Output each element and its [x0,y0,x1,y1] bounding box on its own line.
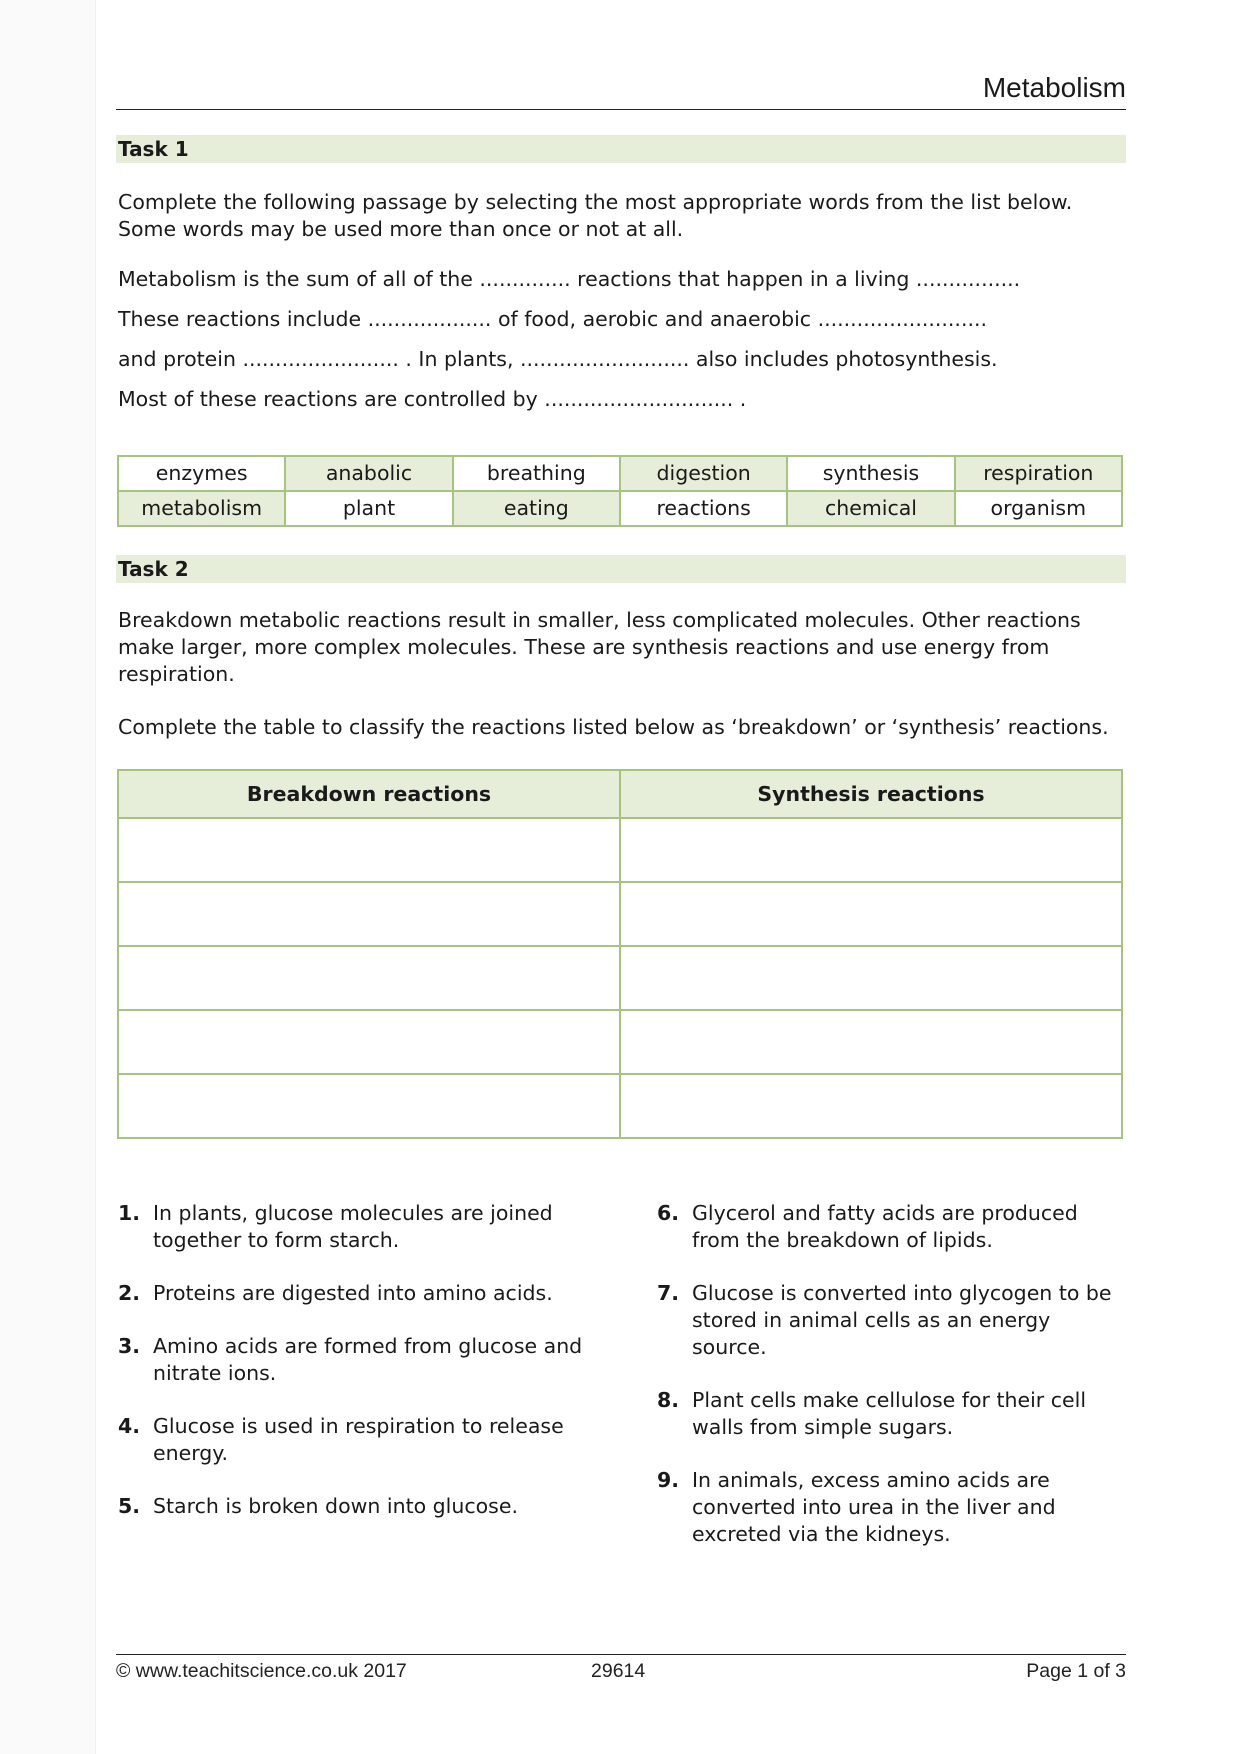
passage-line: Metabolism is the sum of all of the .............. reactions that happen in a living ................ [118,267,1021,291]
word-cell: eating [453,491,620,526]
word-cell: synthesis [787,456,954,491]
classification-table [117,769,1123,1139]
word-cell: respiration [955,456,1122,491]
answer-row [118,946,1122,1010]
item-line: Glucose is converted into glycogen to be [692,1281,1112,1305]
reaction-list-left [116,1200,616,1520]
answer-row [118,818,1122,882]
list-item [655,1467,1125,1548]
item-line: converted into urea in the liver and [692,1495,1056,1519]
item-number: 7. [657,1281,680,1305]
instruction-line: Some words may be used more than once or not at all. [118,217,684,241]
classification-header-row [118,770,1122,818]
item-line: energy. [153,1441,229,1465]
item-line: walls from simple sugars. [692,1415,954,1439]
item-number: 5. [118,1494,141,1518]
answer-cell[interactable] [620,882,1122,946]
task2-intro [118,607,1128,688]
answer-cell[interactable] [118,946,620,1010]
item-line: In animals, excess amino acids are [692,1468,1050,1492]
item-number: 6. [657,1201,680,1225]
item-line: Proteins are digested into amino acids. [153,1281,553,1305]
task2-instruction: Complete the table to classify the reactions listed below as ‘breakdown’ or ‘synthesis’ reactions. [118,715,1109,739]
word-bank-table [117,455,1123,527]
answer-cell[interactable] [620,1074,1122,1138]
item-line: nitrate ions. [153,1361,277,1385]
item-line: Starch is broken down into glucose. [153,1494,518,1518]
footer-page-number: Page 1 of 3 [1026,1660,1126,1682]
answer-row [118,1074,1122,1138]
instruction-line: Complete the following passage by selecting the most appropriate words from the list below. [118,190,1073,214]
intro-line: make larger, more complex molecules. These are synthesis reactions and use energy from [118,635,1050,659]
passage-line: Most of these reactions are controlled by ............................. . [118,387,747,411]
word-cell: digestion [620,456,787,491]
item-number: 3. [118,1334,141,1358]
list-item [116,1280,616,1307]
item-number: 4. [118,1414,141,1438]
item-number: 2. [118,1281,141,1305]
word-cell: anabolic [285,456,452,491]
item-line: Glycerol and fatty acids are produced [692,1201,1078,1225]
task2-header: Task 2 [116,555,1126,583]
item-line: excreted via the kidneys. [692,1522,951,1546]
item-line: from the breakdown of lipids. [692,1228,993,1252]
footer-divider [116,1654,1126,1655]
word-bank-row [118,491,1122,526]
list-item [655,1200,1125,1254]
answer-cell[interactable] [620,818,1122,882]
answer-cell[interactable] [620,946,1122,1010]
word-cell: enzymes [118,456,285,491]
synthesis-column-header: Synthesis reactions [620,770,1122,818]
word-bank-row [118,456,1122,491]
footer-resource-code: 29614 [591,1660,646,1682]
list-item [116,1200,616,1254]
reaction-list-right [655,1200,1125,1548]
word-cell: metabolism [118,491,285,526]
item-line: In plants, glucose molecules are joined [153,1201,553,1225]
list-item [116,1413,616,1467]
page-title: Metabolism [982,72,1126,103]
word-cell: plant [285,491,452,526]
item-line: stored in animal cells as an energy [692,1308,1051,1332]
footer-copyright: © www.teachitscience.co.uk 2017 [116,1660,407,1682]
item-line: Amino acids are formed from glucose and [153,1334,583,1358]
item-line: source. [692,1335,767,1359]
list-item [116,1493,616,1520]
item-line: together to form starch. [153,1228,400,1252]
list-item [655,1387,1125,1441]
list-item [655,1280,1125,1361]
passage-line: and protein ........................ . In plants, .......................... also includes photosynthesis. [118,347,998,371]
answer-cell[interactable] [118,1010,620,1074]
word-cell: organism [955,491,1122,526]
answer-cell[interactable] [118,882,620,946]
answer-cell[interactable] [620,1010,1122,1074]
task1-header: Task 1 [116,135,1126,163]
item-number: 1. [118,1201,141,1225]
item-number: 9. [657,1468,680,1492]
word-cell: chemical [787,491,954,526]
intro-line: respiration. [118,662,235,686]
answer-row [118,882,1122,946]
item-number: 8. [657,1388,680,1412]
word-cell: reactions [620,491,787,526]
title-divider [116,109,1126,110]
page-margin [0,0,96,1754]
answer-cell[interactable] [118,1074,620,1138]
intro-line: Breakdown metabolic reactions result in smaller, less complicated molecules. Other reactions [118,608,1081,632]
breakdown-column-header: Breakdown reactions [118,770,620,818]
answer-row [118,1010,1122,1074]
list-item [116,1333,616,1387]
answer-cell[interactable] [118,818,620,882]
word-cell: breathing [453,456,620,491]
item-line: Glucose is used in respiration to release [153,1414,564,1438]
item-line: Plant cells make cellulose for their cell [692,1388,1087,1412]
passage-line: These reactions include ................... of food, aerobic and anaerobic .......................... [118,307,988,331]
task1-instructions [118,189,1128,243]
